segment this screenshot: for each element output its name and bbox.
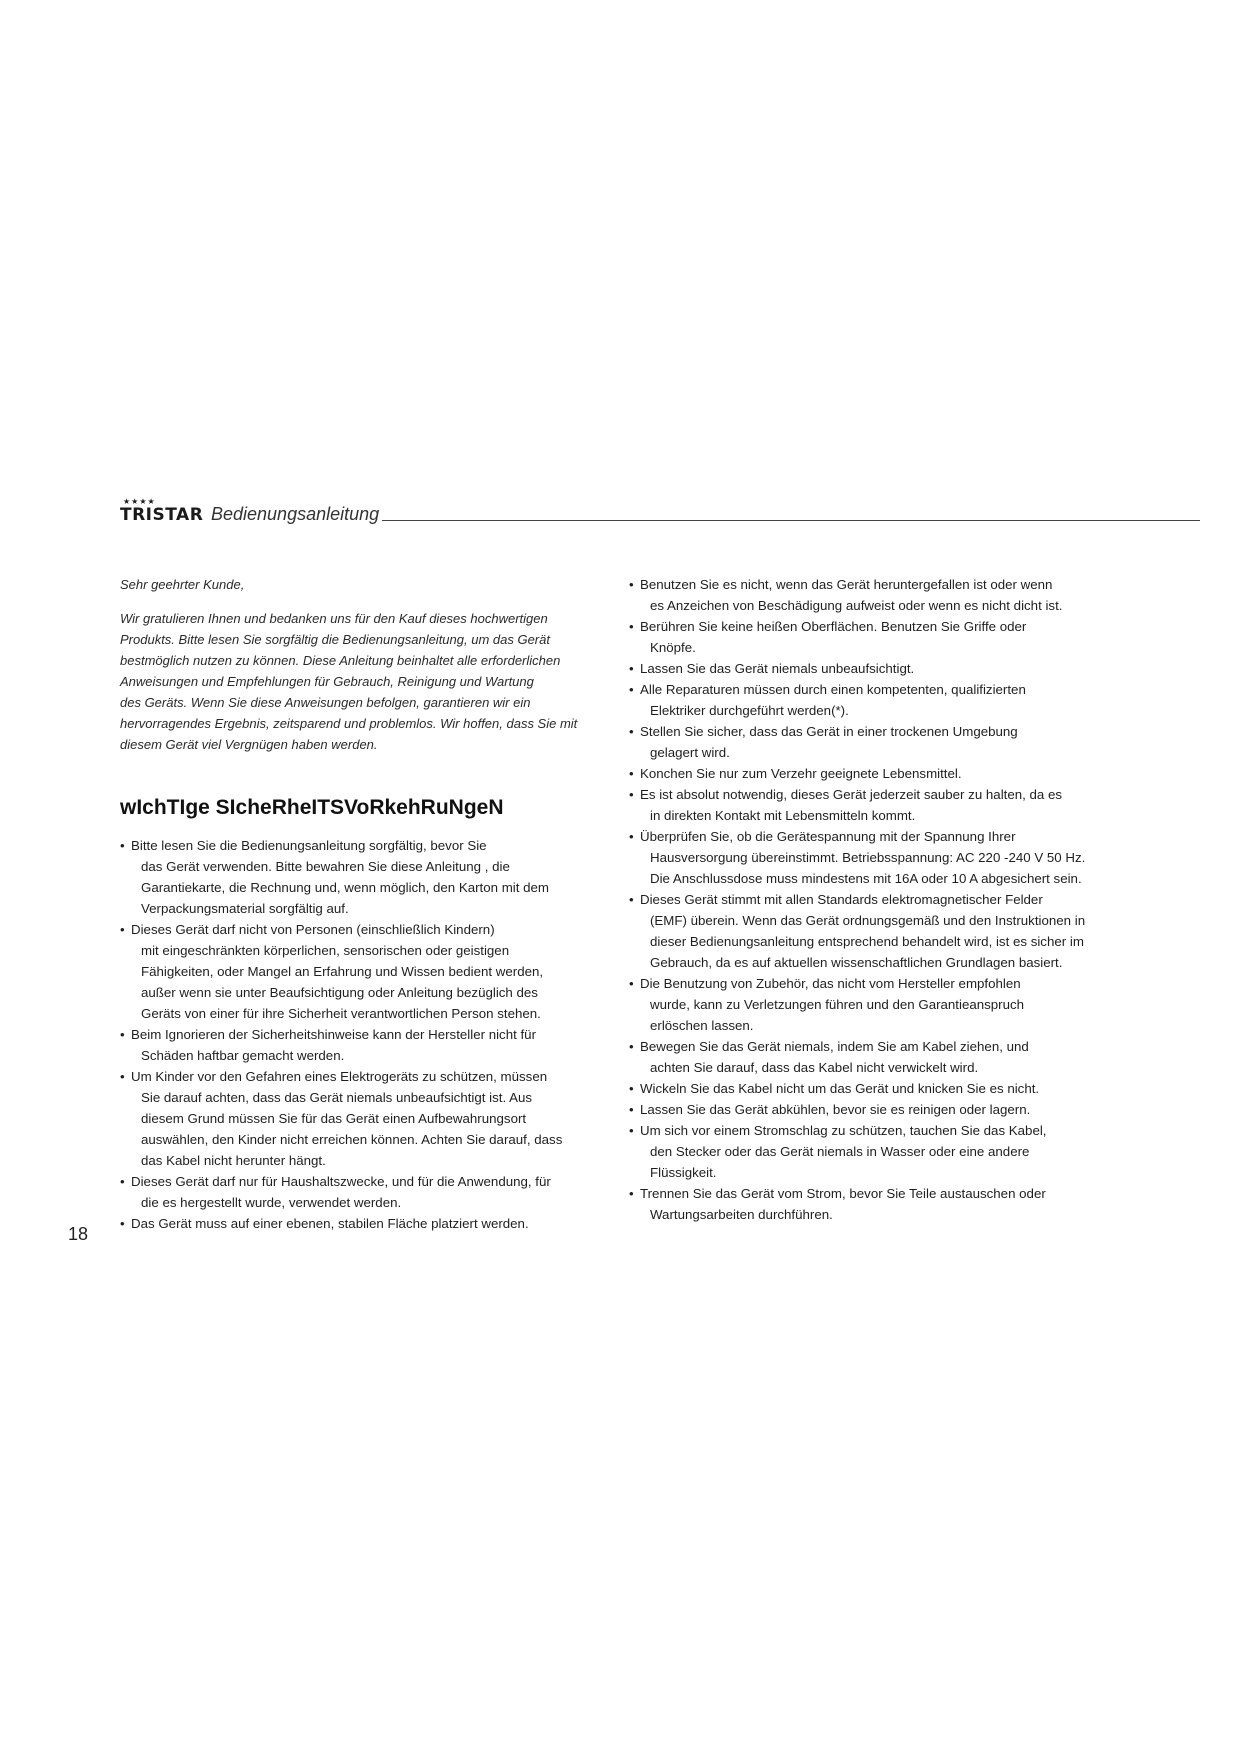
intro-line: des Geräts. Wenn Sie diese Anweisungen befolgen, garantieren wir ein — [120, 695, 531, 710]
safety-item-line: • Das Gerät muss auf einer ebenen, stabilen Fläche platziert werden. — [131, 1213, 620, 1234]
safety-item-line: es Anzeichen von Beschädigung aufweist oder wenn es nicht dicht ist. — [650, 598, 1063, 613]
safety-item-line: auswählen, den Kinder nicht erreichen können. Achten Sie darauf, dass — [141, 1132, 563, 1147]
page-header — [120, 496, 1200, 526]
intro-line: Wir gratulieren Ihnen und bedanken uns für den Kauf dieses hochwertigen — [120, 611, 548, 626]
safety-item-line: • Konchen Sie nur zum Verzehr geeignete Lebensmittel. — [640, 763, 1144, 784]
safety-item-line: Schäden haftbar gemacht werden. — [141, 1048, 345, 1063]
greeting: Sehr geehrter Kunde, — [120, 577, 245, 592]
header-rule — [382, 520, 1200, 521]
safety-item-line: • Dieses Gerät stimmt mit allen Standards elektromagnetischer Felder — [640, 889, 1144, 910]
safety-item-line: • Bitte lesen Sie die Bedienungsanleitung sorgfältig, bevor Sie — [131, 835, 620, 856]
logo-text: TRISTAR — [120, 505, 204, 525]
safety-item — [629, 826, 1144, 889]
logo-stars: ★★★★ — [123, 497, 156, 506]
intro-paragraph — [120, 608, 620, 755]
bullet-icon: • — [629, 619, 634, 634]
safety-item — [629, 1120, 1144, 1183]
safety-item-line: Geräts von einer für ihre Sicherheit verantwortlichen Person stehen. — [141, 1006, 541, 1021]
right-column — [629, 574, 1144, 1225]
safety-item-line: • Es ist absolut notwendig, dieses Gerät jederzeit sauber zu halten, da es — [640, 784, 1144, 805]
safety-item-line: Elektriker durchgeführt werden(*). — [650, 703, 849, 718]
safety-item — [629, 574, 1144, 616]
safety-item — [629, 1078, 1144, 1099]
safety-list-left — [120, 835, 620, 1234]
bullet-icon: • — [629, 1186, 634, 1201]
bullet-icon: • — [629, 682, 634, 697]
bullet-icon: • — [120, 1216, 125, 1231]
safety-item-line: • Um sich vor einem Stromschlag zu schützen, tauchen Sie das Kabel, — [640, 1120, 1144, 1141]
bullet-icon: • — [629, 829, 634, 844]
safety-item — [120, 1171, 620, 1213]
safety-item-line: • Stellen Sie sicher, dass das Gerät in einer trockenen Umgebung — [640, 721, 1144, 742]
bullet-icon: • — [120, 922, 125, 937]
safety-item-line: Fähigkeiten, oder Mangel an Erfahrung und Wissen bedient werden, — [141, 964, 544, 979]
bullet-icon: • — [120, 1069, 125, 1084]
safety-item-line: außer wenn sie unter Beaufsichtigung oder Anleitung bezüglich des — [141, 985, 538, 1000]
safety-item — [629, 784, 1144, 826]
bullet-icon: • — [629, 1081, 634, 1096]
safety-item-line: Verpackungsmaterial sorgfältig auf. — [141, 901, 349, 916]
safety-item-line: erlöschen lassen. — [650, 1018, 754, 1033]
safety-item — [629, 1183, 1144, 1225]
safety-item-line: • Bewegen Sie das Gerät niemals, indem Sie am Kabel ziehen, und — [640, 1036, 1144, 1057]
bullet-icon: • — [629, 1123, 634, 1138]
safety-item — [629, 889, 1144, 973]
safety-item-line: Hausversorgung übereinstimmt. Betriebsspannung: AC 220 -240 V 50 Hz. — [650, 850, 1086, 865]
left-column — [120, 574, 620, 1234]
bullet-icon: • — [629, 766, 634, 781]
safety-item-line: dieser Bedienungsanleitung entsprechend behandelt wird, ist es sicher im — [650, 934, 1084, 949]
safety-item-line: • Lassen Sie das Gerät abkühlen, bevor sie es reinigen oder lagern. — [640, 1099, 1144, 1120]
safety-item — [629, 679, 1144, 721]
intro-line: bestmöglich nutzen zu können. Diese Anleitung beinhaltet alle erforderlichen — [120, 653, 561, 668]
safety-item — [629, 721, 1144, 763]
safety-item — [629, 1099, 1144, 1120]
safety-item-line: das Kabel nicht herunter hängt. — [141, 1153, 326, 1168]
safety-item-line: in direkten Kontakt mit Lebensmitteln kommt. — [650, 808, 916, 823]
safety-item — [120, 919, 620, 1024]
safety-item-line: Knöpfe. — [650, 640, 696, 655]
bullet-icon: • — [629, 577, 634, 592]
safety-item-line: • Beim Ignorieren der Sicherheitshinweise kann der Hersteller nicht für — [131, 1024, 620, 1045]
safety-item-line: gelagert wird. — [650, 745, 730, 760]
safety-item — [120, 835, 620, 919]
tristar-logo — [120, 497, 204, 525]
bullet-icon: • — [629, 787, 634, 802]
intro-line: Produkts. Bitte lesen Sie sorgfältig die Bedienungsanleitung, um das Gerät — [120, 632, 550, 647]
safety-item — [629, 616, 1144, 658]
safety-item-line: das Gerät verwenden. Bitte bewahren Sie diese Anleitung , die — [141, 859, 510, 874]
bullet-icon: • — [120, 838, 125, 853]
bullet-icon: • — [629, 661, 634, 676]
bullet-icon: • — [629, 1039, 634, 1054]
bullet-icon: • — [629, 1102, 634, 1117]
safety-item-line: • Lassen Sie das Gerät niemals unbeaufsichtigt. — [640, 658, 1144, 679]
safety-item — [629, 658, 1144, 679]
safety-item-line: • Die Benutzung von Zubehör, das nicht vom Hersteller empfohlen — [640, 973, 1144, 994]
intro-line: diesem Gerät viel Vergnügen haben werden. — [120, 737, 378, 752]
safety-item-line: • Alle Reparaturen müssen durch einen kompetenten, qualifizierten — [640, 679, 1144, 700]
safety-item-line: den Stecker oder das Gerät niemals in Wasser oder eine andere — [650, 1144, 1030, 1159]
bullet-icon: • — [629, 892, 634, 907]
safety-item-line: Flüssigkeit. — [650, 1165, 717, 1180]
safety-item-line: • Um Kinder vor den Gefahren eines Elektrogeräts zu schützen, müssen — [131, 1066, 620, 1087]
intro-line: Anweisungen und Empfehlungen für Gebrauch, Reinigung und Wartung — [120, 674, 534, 689]
page-number: 18 — [68, 1224, 89, 1244]
safety-item-line: • Trennen Sie das Gerät vom Strom, bevor Sie Teile austauschen oder — [640, 1183, 1144, 1204]
safety-item-line: mit eingeschränkten körperlichen, sensorischen oder geistigen — [141, 943, 510, 958]
safety-item-line: • Wickeln Sie das Kabel nicht um das Gerät und knicken Sie es nicht. — [640, 1078, 1144, 1099]
safety-item-line: • Dieses Gerät darf nur für Haushaltszwecke, und für die Anwendung, für — [131, 1171, 620, 1192]
safety-item — [120, 1024, 620, 1066]
section-heading: wIchTIge SIcheRheITSVoRkehRuNgeN — [120, 796, 504, 819]
safety-item-line: • Dieses Gerät darf nicht von Personen (einschließlich Kindern) — [131, 919, 620, 940]
intro-line: hervorragendes Ergebnis, zeitsparend und problemlos. Wir hoffen, dass Sie mit — [120, 716, 578, 731]
safety-item-line: wurde, kann zu Verletzungen führen und den Garantieanspruch — [650, 997, 1025, 1012]
safety-item-line: achten Sie darauf, dass das Kabel nicht verwickelt wird. — [650, 1060, 979, 1075]
safety-item-line: Garantiekarte, die Rechnung und, wenn möglich, den Karton mit dem — [141, 880, 550, 895]
safety-item — [629, 763, 1144, 784]
safety-item-line: • Überprüfen Sie, ob die Gerätespannung mit der Spannung Ihrer — [640, 826, 1144, 847]
safety-item — [629, 1036, 1144, 1078]
safety-item — [120, 1213, 620, 1234]
safety-item-line: Gebrauch, da es auf aktuellen wissenschaftlichen Grundlagen basiert. — [650, 955, 1063, 970]
safety-item-line: (EMF) überein. Wenn das Gerät ordnungsgemäß und den Instruktionen in — [650, 913, 1086, 928]
safety-list-right — [629, 574, 1144, 1225]
bullet-icon: • — [120, 1174, 125, 1189]
safety-item-line: Die Anschlussdose muss mindestens mit 16A oder 10 A abgesichert sein. — [650, 871, 1082, 886]
safety-item-line: Wartungsarbeiten durchführen. — [650, 1207, 833, 1222]
safety-item-line: • Benutzen Sie es nicht, wenn das Gerät heruntergefallen ist oder wenn — [640, 574, 1144, 595]
safety-item-line: diesem Grund müssen Sie für das Gerät einen Aufbewahrungsort — [141, 1111, 527, 1126]
bullet-icon: • — [629, 976, 634, 991]
safety-item — [120, 1066, 620, 1171]
bullet-icon: • — [120, 1027, 125, 1042]
safety-item-line: Sie darauf achten, dass das Gerät niemals unbeaufsichtigt ist. Aus — [141, 1090, 533, 1105]
header-title: Bedienungsanleitung — [211, 504, 380, 524]
safety-item-line: die es hergestellt wurde, verwendet werden. — [141, 1195, 402, 1210]
safety-item — [629, 973, 1144, 1036]
safety-item-line: • Berühren Sie keine heißen Oberflächen. Benutzen Sie Griffe oder — [640, 616, 1144, 637]
bullet-icon: • — [629, 724, 634, 739]
